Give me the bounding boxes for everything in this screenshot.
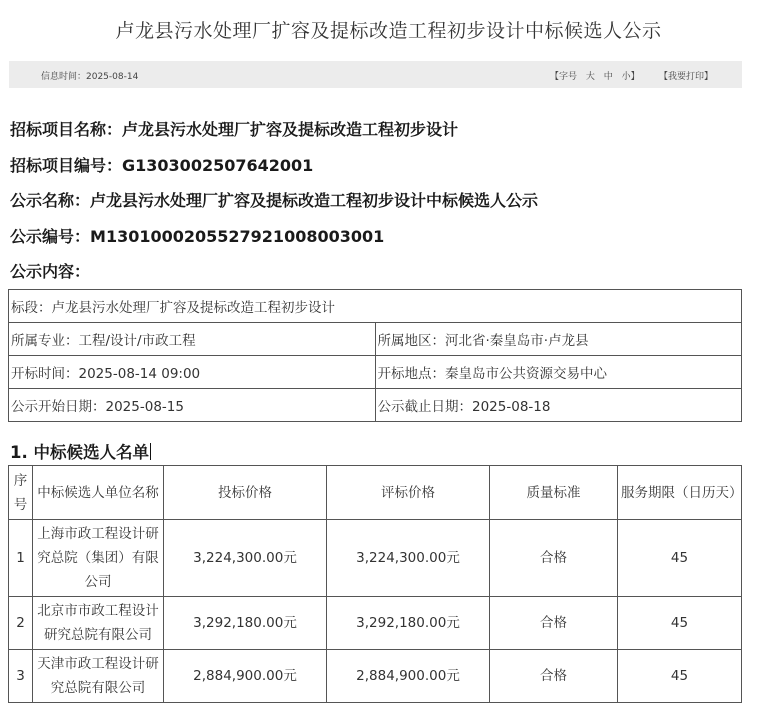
project-name-line: [10, 117, 458, 140]
row-eval-price: 3,292,180.00元: [327, 597, 490, 650]
font-size-label: 【字号: [550, 72, 578, 82]
notice-name-label: 公示名称：: [10, 191, 91, 210]
notice-name: 卢龙县污水处理厂扩容及提标改造工程初步设计中标候选人公示: [90, 191, 539, 210]
table-row: [9, 650, 742, 703]
notice-name-line: [10, 188, 538, 211]
header-quality: 质量标准: [490, 466, 618, 520]
project-no-line: [10, 153, 313, 176]
row-quality: 合格: [490, 520, 618, 597]
page-title: 卢龙县污水处理厂扩容及提标改造工程初步设计中标候选人公示: [115, 20, 662, 42]
row-company: 上海市政工程设计研究总院（集团）有限公司: [33, 520, 164, 597]
notice-no-line: [10, 224, 384, 247]
notice-no-label: 公示编号：: [10, 227, 91, 246]
row-quality: 合格: [490, 650, 618, 703]
candidates-table: [8, 465, 742, 703]
project-no: G1303002507642001: [122, 156, 314, 175]
notice-no: M1301000205527921008003001: [90, 227, 385, 246]
specialty-cell: 所属专业：工程/设计/市政工程: [9, 323, 376, 356]
open-time-cell: 开标时间：2025-08-14 09:00: [9, 356, 376, 389]
info-row: [9, 356, 742, 389]
row-index: 2: [9, 597, 33, 650]
project-name: 卢龙县污水处理厂扩容及提标改造工程初步设计: [122, 120, 459, 139]
table-row: [9, 597, 742, 650]
section-cell: 标段：卢龙县污水处理厂扩容及提标改造工程初步设计: [9, 290, 742, 323]
start-date-cell: 公示开始日期：2025-08-15: [9, 389, 376, 422]
info-bar: [9, 61, 742, 88]
print-link[interactable]: 【我要打印】: [659, 72, 714, 82]
row-eval-price: 2,884,900.00元: [327, 650, 490, 703]
header-company: 中标候选人单位名称: [33, 466, 164, 520]
text-cursor: [150, 443, 151, 460]
header-bid-price: 投标价格: [164, 466, 327, 520]
open-place-cell: 开标地点：秦皇岛市公共资源交易中心: [375, 356, 742, 389]
candidates-section-title: [10, 439, 151, 463]
info-row: [9, 389, 742, 422]
region-cell: 所属地区：河北省·秦皇岛市·卢龙县: [375, 323, 742, 356]
row-bid-price: 3,292,180.00元: [164, 597, 327, 650]
row-service-period: 45: [618, 650, 742, 703]
end-date-cell: 公示截止日期：2025-08-18: [375, 389, 742, 422]
info-row: [9, 290, 742, 323]
row-index: 1: [9, 520, 33, 597]
candidates-title-text: 1. 中标候选人名单: [10, 443, 149, 462]
project-name-label: 招标项目名称：: [10, 120, 123, 139]
publish-date: 信息时间：2025-08-14: [41, 72, 139, 82]
row-company: 北京市市政工程设计研究总院有限公司: [33, 597, 164, 650]
table-header-row: [9, 466, 742, 520]
header-index: 序号: [9, 466, 33, 520]
font-medium-link[interactable]: 中: [603, 72, 613, 82]
row-service-period: 45: [618, 520, 742, 597]
font-size-controls: [547, 69, 643, 82]
row-bid-price: 3,224,300.00元: [164, 520, 327, 597]
header-eval-price: 评标价格: [327, 466, 490, 520]
row-eval-price: 3,224,300.00元: [327, 520, 490, 597]
font-large-link[interactable]: 大: [585, 72, 595, 82]
info-table: [8, 289, 742, 422]
row-index: 3: [9, 650, 33, 703]
row-quality: 合格: [490, 597, 618, 650]
project-no-label: 招标项目编号：: [10, 156, 123, 175]
table-row: [9, 520, 742, 597]
content-label: 公示内容：: [10, 262, 91, 281]
row-company: 天津市政工程设计研究总院有限公司: [33, 650, 164, 703]
row-service-period: 45: [618, 597, 742, 650]
header-service-period: 服务期限（日历天）: [618, 466, 742, 520]
info-row: [9, 323, 742, 356]
font-small-link[interactable]: 小】: [621, 72, 640, 82]
row-bid-price: 2,884,900.00元: [164, 650, 327, 703]
